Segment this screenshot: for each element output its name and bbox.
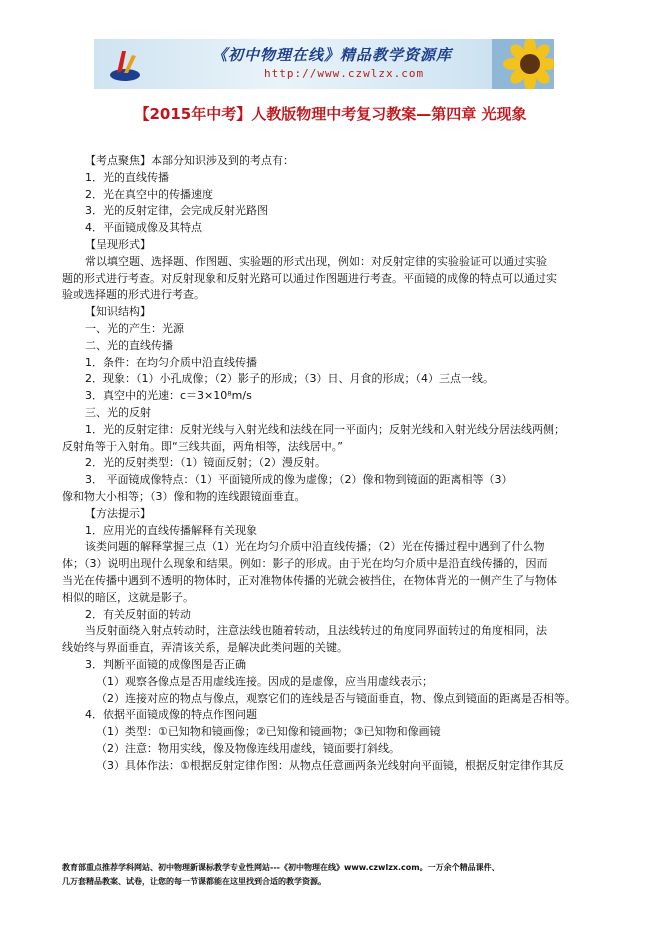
paragraph-line: 常以填空题、选择题、作图题、实验题的形式出现，例如：对反射定律的实验验证可以通过实验 bbox=[85, 254, 547, 268]
text-line: 三、光的反射 bbox=[85, 405, 151, 419]
text-line: 一、光的产生：光源 bbox=[85, 321, 184, 335]
paragraph-line: 线始终与界面垂直，弄清该关系，是解决此类问题的关键。 bbox=[62, 641, 348, 655]
page-footer bbox=[62, 861, 602, 889]
paragraph-line: 3． 平面镜成像特点：（1）平面镜所成的像为虚像；（2）像和物到镜面的距离相等（3） bbox=[85, 473, 513, 487]
text-line: （1）类型：①已知物和镜画像；②已知像和镜画物；③已知物和像画镜 bbox=[96, 725, 441, 739]
paragraph-line: 题的形式进行考查。对反射现象和反射光路可以通过作图题进行考查。平面镜的成像的特点可以通过实 bbox=[62, 271, 557, 285]
footer-line: 教育部重点推荐学科网站、初中物理新课标教学专业性网站---《初中物理在线》www.czwlzx.com。一万余个精品课件、 bbox=[62, 863, 500, 872]
site-logo-icon bbox=[108, 45, 142, 83]
text-line: 2．光的反射类型：（1）镜面反射；（2）漫反射。 bbox=[85, 456, 326, 470]
text-line: 二、光的直线传播 bbox=[85, 338, 173, 352]
sunflower-icon bbox=[492, 39, 554, 89]
header-banner bbox=[94, 39, 554, 89]
text-line: 3．判断平面镜的成像图是否正确 bbox=[85, 657, 246, 671]
paragraph-line: 反射角等于入射角。即“三线共面，两角相等，法线居中。” bbox=[62, 439, 343, 453]
text-line: 3．光的反射定律，会完成反射光路图 bbox=[85, 204, 268, 218]
text-line: 1．应用光的直线传播解释有关现象 bbox=[85, 523, 257, 537]
text-line: 1．条件：在均匀介质中沿直线传播 bbox=[85, 355, 257, 369]
text-line: 2．光在真空中的传播速度 bbox=[85, 187, 213, 201]
footer-line: 几万套精品教案、试卷，让您的每一节课都能在这里找到合适的教学资源。 bbox=[62, 877, 326, 886]
paragraph-line: 当光在传播中遇到不透明的物体时，正对准物体传播的光就会被挡住，在物体背光的一侧产生了与物体 bbox=[62, 573, 557, 587]
paragraph-line: 1．光的反射定律：反射光线与入射光线和法线在同一平面内；反射光线和入射光线分居法线两侧； bbox=[85, 422, 565, 436]
text-line: （2）注意：物用实线，像及物像连线用虚线，镜面要打斜线。 bbox=[96, 741, 400, 755]
document-body bbox=[62, 153, 592, 774]
text-line: 3．真空中的光速：c＝3×10⁸m/s bbox=[85, 389, 252, 403]
paragraph-line: 该类问题的解释掌握三点（1）光在均匀介质中沿直线传播；（2）光在传播过程中遇到了什么物 bbox=[85, 540, 545, 554]
banner-url: http://www.czwlzx.com bbox=[264, 67, 425, 80]
section-heading: 【方法提示】 bbox=[85, 506, 151, 520]
section-heading: 【考点聚焦】本部分知识涉及到的考点有： bbox=[85, 154, 294, 167]
text-line: 1．光的直线传播 bbox=[85, 170, 169, 184]
page-title: 【2015年中考】人教版物理中考复习教案—第四章 光现象 bbox=[134, 105, 527, 123]
text-line: （1）观察各像点是否用虚线连接。因成的是虚像，应当用虚线表示； bbox=[96, 674, 433, 688]
text-line: 2．现象：（1）小孔成像；（2）影子的形成；（3）日、月食的形成；（4）三点一线。 bbox=[85, 372, 494, 386]
paragraph-line: 当反射面绕入射点转动时，注意法线也随着转动，且法线转过的角度同界面转过的角度相同，法 bbox=[85, 624, 547, 638]
text-line: 4．依据平面镜成像的特点作图问题 bbox=[85, 708, 257, 722]
section-heading: 【呈现形式】 bbox=[85, 237, 151, 251]
text-line: 2．有关反射面的转动 bbox=[85, 607, 191, 621]
section-heading: 【知识结构】 bbox=[85, 305, 151, 319]
text-line: 4．平面镜成像及其特点 bbox=[85, 221, 202, 235]
banner-title: 《初中物理在线》精品教学资源库 bbox=[212, 46, 453, 64]
text-line: （2）连接对应的物点与像点，观察它们的连线是否与镜面垂直，物、像点到镜面的距离是否相等。 bbox=[96, 691, 576, 705]
text-line: （3）具体作法：①根据反射定律作图：从物点任意画两条光线射向平面镜，根据反射定律作其反 bbox=[96, 758, 564, 772]
paragraph-line: 相似的暗区，这就是影子。 bbox=[62, 590, 194, 604]
paragraph-line: 验或选择题的形式进行考查。 bbox=[62, 288, 205, 302]
paragraph-line: 体；（3）说明出现什么现象和结果。例如：影子的形成。由于光在均匀介质中是沿直线传播的，因而 bbox=[62, 557, 548, 571]
paragraph-line: 像和物大小相等；（3）像和物的连线跟镜面垂直。 bbox=[62, 489, 306, 503]
